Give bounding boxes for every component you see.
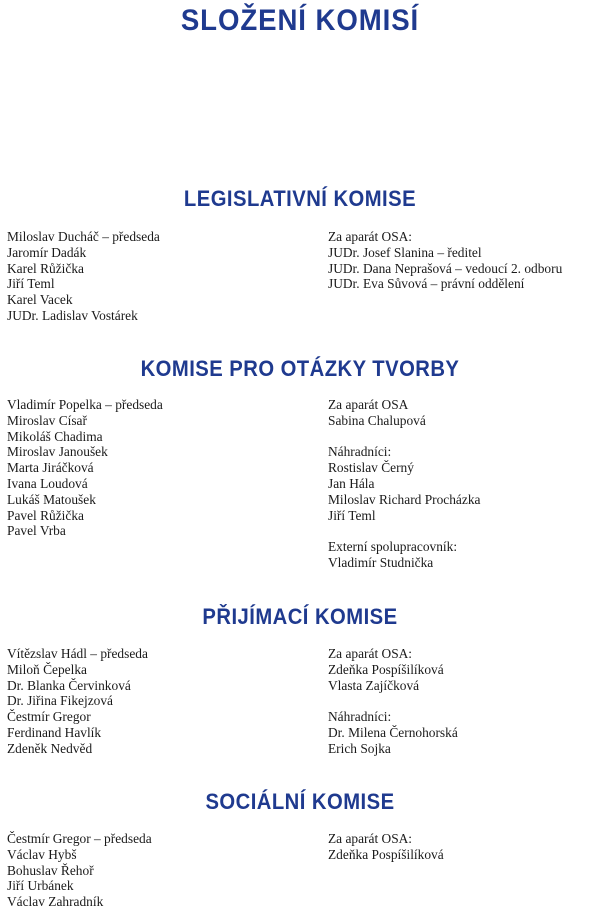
staff-line: JUDr. Dana Neprašová – vedoucí 2. odboru: [328, 260, 563, 276]
section-heading-prijimaci: PŘIJÍMACÍ KOMISE: [202, 604, 398, 629]
section-prijimaci-members: [7, 646, 307, 757]
member-line: Ivana Loudová: [7, 475, 88, 491]
staff-line: Zdeňka Pospíšilíková: [328, 661, 444, 677]
staff-line: Externí spolupracovník:: [328, 539, 458, 555]
staff-line: Náhradníci:: [328, 709, 392, 725]
section-heading-tvorby: KOMISE PRO OTÁZKY TVORBY: [140, 356, 460, 381]
member-line: Václav Hybš: [7, 846, 77, 862]
spacer: [328, 429, 596, 445]
member-line: Dr. Blanka Červinková: [7, 677, 131, 693]
member-line: Mikoláš Chadima: [7, 428, 103, 444]
member-line: Miloň Čepelka: [7, 661, 87, 677]
member-line: Marta Jiráčková: [7, 460, 94, 476]
member-line: Dr. Jiřina Fikejzová: [7, 693, 113, 709]
member-line: Karel Vacek: [7, 292, 73, 308]
staff-line: Jiří Teml: [328, 507, 376, 523]
member-line: Čestmír Gregor – předseda: [7, 831, 152, 846]
section-socialni-staff: [328, 831, 596, 863]
staff-line: Zdeňka Pospíšilíková: [328, 846, 444, 862]
staff-line: Rostislav Černý: [328, 460, 414, 476]
staff-line: JUDr. Josef Slanina – ředitel: [328, 244, 482, 260]
section-tvorby-staff: [328, 397, 596, 571]
spacer: [328, 523, 596, 539]
staff-line: Dr. Milena Černohorská: [328, 724, 458, 740]
staff-line: JUDr. Eva Sůvová – právní oddělení: [328, 276, 525, 292]
staff-line: Miloslav Richard Procházka: [328, 491, 481, 507]
section-tvorby-members: [7, 397, 307, 539]
staff-line: Za aparát OSA:: [328, 229, 413, 244]
staff-line: Sabina Chalupová: [328, 412, 426, 428]
page-title: SLOŽENÍ KOMISÍ: [180, 4, 420, 37]
member-line: Bohuslav Řehoř: [7, 862, 94, 878]
member-line: Václav Zahradník: [7, 894, 104, 910]
member-line: Čestmír Gregor: [7, 709, 91, 725]
member-line: Miroslav Císař: [7, 412, 87, 428]
section-legislativni-staff: [328, 229, 596, 292]
spacer: [328, 693, 596, 709]
member-line: Jiří Urbánek: [7, 878, 74, 894]
member-line: Ferdinand Havlík: [7, 724, 102, 740]
staff-line: Jan Hála: [328, 475, 375, 491]
member-line: Zdeněk Nedvěd: [7, 740, 93, 756]
staff-line: Za aparát OSA:: [328, 831, 413, 846]
staff-line: Vladimír Studnička: [328, 554, 434, 570]
member-line: JUDr. Ladislav Vostárek: [7, 307, 138, 323]
section-heading-legislativni: LEGISLATIVNÍ KOMISE: [183, 186, 417, 211]
member-line: Lukáš Matoušek: [7, 491, 96, 507]
section-heading-socialni: SOCIÁLNÍ KOMISE: [205, 789, 395, 814]
staff-line: Za aparát OSA: [328, 397, 409, 412]
member-line: Pavel Vrba: [7, 523, 66, 539]
member-line: Jiří Teml: [7, 276, 55, 292]
section-prijimaci-staff: [328, 646, 596, 757]
member-line: Miroslav Janoušek: [7, 444, 108, 460]
member-line: Pavel Růžička: [7, 507, 84, 523]
staff-line: Vlasta Zajíčková: [328, 677, 420, 693]
member-line: Jaromír Dadák: [7, 244, 87, 260]
member-line: Vítězslav Hádl – předseda: [7, 646, 148, 661]
staff-line: Za aparát OSA:: [328, 646, 413, 661]
staff-line: Náhradníci:: [328, 444, 392, 460]
section-socialni-members: [7, 831, 307, 910]
section-legislativni-members: [7, 229, 307, 324]
staff-line: Erich Sojka: [328, 740, 391, 756]
member-line: Karel Růžička: [7, 260, 84, 276]
member-line: Miloslav Ducháč – předseda: [7, 229, 160, 244]
member-line: Vladimír Popelka – předseda: [7, 397, 163, 412]
